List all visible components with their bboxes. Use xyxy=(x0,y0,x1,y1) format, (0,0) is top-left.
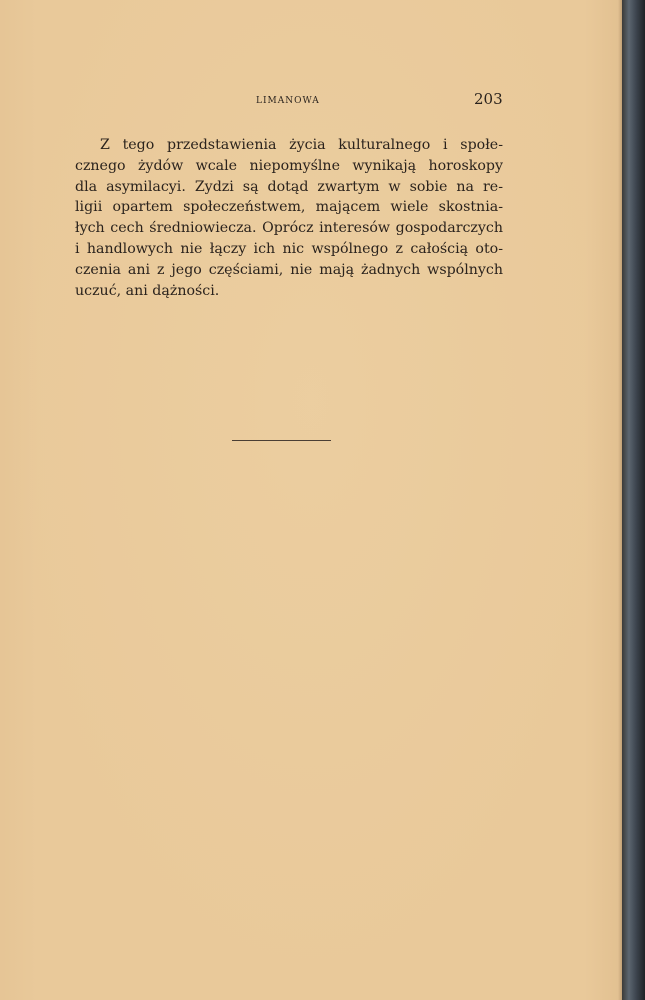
page-number: 203 xyxy=(474,90,503,108)
text-line: ligii opartem społeczeństwem, mającem wiele skostnia- xyxy=(75,199,503,216)
text-line: i handlowych nie łączy ich nic wspólnego z całością oto- xyxy=(75,240,503,257)
text-line: uczuć, ani dążności. xyxy=(75,282,220,299)
text-line: dla asymilacyi. Zydzi są dotąd zwartym w sobie na re- xyxy=(75,178,503,195)
book-binding xyxy=(622,0,645,1000)
running-head: LIMANOWA xyxy=(256,96,320,106)
text-line: czenia ani z jego częściami, nie mają żadnych wspólnych xyxy=(75,261,503,278)
body-paragraph xyxy=(75,135,503,301)
text-line: łych cech średniowiecza. Oprócz interesów gospodarczych xyxy=(75,220,503,237)
section-divider xyxy=(232,440,331,441)
text-line: cznego żydów wcale niepomyślne wynikają horoskopy xyxy=(75,157,503,174)
text-line: Z tego przedstawienia życia kulturalnego i społe- xyxy=(100,137,503,153)
